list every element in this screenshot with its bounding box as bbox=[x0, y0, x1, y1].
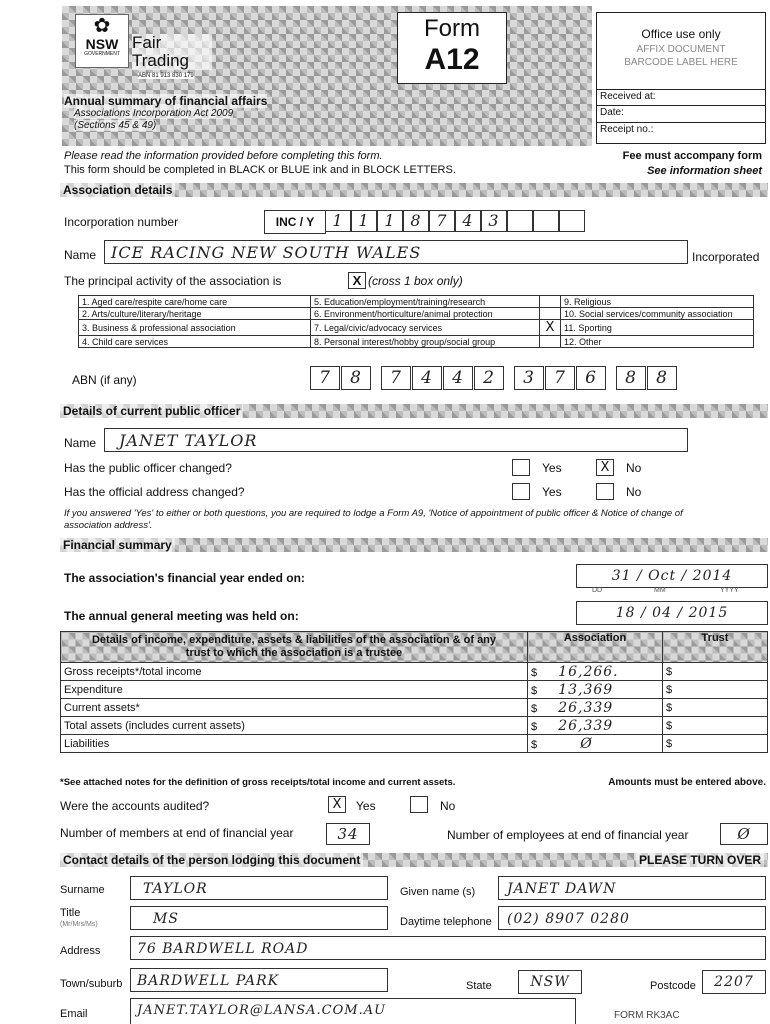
waratah-icon: ✿ bbox=[93, 15, 111, 37]
activity-row: 2. Arts/culture/literary/heritage 6. Environment/horticulture/animal protection 10. Social services/community association bbox=[79, 308, 754, 320]
name-label: Name bbox=[64, 248, 97, 262]
address-changed-no-checkbox[interactable] bbox=[596, 483, 614, 500]
section-public-officer: Details of current public officer bbox=[60, 404, 768, 418]
financial-header-row bbox=[61, 632, 768, 663]
financial-table bbox=[60, 631, 768, 753]
principal-activity-label: The principal activity of the association is bbox=[64, 274, 282, 288]
address-changed-yes-label: Yes bbox=[542, 485, 562, 499]
liabilities-association[interactable]: Ø bbox=[580, 735, 593, 752]
expenditure-association[interactable]: 13,369 bbox=[558, 681, 614, 698]
phone-label: Daytime telephone bbox=[400, 916, 492, 928]
activity-check-cell[interactable] bbox=[540, 296, 561, 308]
activity-check-cell[interactable] bbox=[540, 336, 561, 348]
act-name: Associations Incorporation Act 2009 bbox=[74, 108, 234, 119]
town-label: Town/suburb bbox=[60, 978, 123, 990]
form-reference: FORM RK3AC bbox=[614, 1010, 680, 1021]
financial-table-head: Details of income, expenditure, assets & liabilities of the association & of any trust to which the association is a trustee bbox=[61, 632, 528, 663]
title-hint: (Mr/Mrs/Ms) bbox=[60, 921, 98, 928]
audited-no-checkbox[interactable] bbox=[410, 796, 428, 813]
employees-label: Number of employees at end of financial year bbox=[447, 828, 689, 842]
address-changed-no-label: No bbox=[626, 485, 642, 499]
year-ended-field[interactable]: 31 / Oct / 2014 bbox=[576, 564, 768, 588]
officer-note: If you answered 'Yes' to either or both questions, you are required to lodge a Form A9, 'Notice of appointment of public officer & Notice of change of association address'. bbox=[64, 508, 683, 531]
given-name-field[interactable]: JANET DAWN bbox=[498, 876, 766, 900]
employees-field[interactable]: Ø bbox=[720, 823, 768, 845]
officer-changed-no-label: No bbox=[626, 461, 642, 475]
email-label: Email bbox=[60, 1008, 88, 1020]
activity-row: 3. Business & professional association 7. Legal/civic/advocacy services X 11. Sporting bbox=[79, 320, 754, 336]
postcode-label: Postcode bbox=[650, 980, 696, 992]
officer-changed-question: Has the public officer changed? bbox=[64, 461, 232, 475]
audited-question: Were the accounts audited? bbox=[60, 799, 210, 813]
officer-changed-yes-checkbox[interactable] bbox=[512, 459, 530, 476]
inc-prefix: INC / Y bbox=[264, 210, 326, 234]
section-contact-details: Contact details of the person lodging this document PLEASE TURN OVER bbox=[60, 853, 768, 867]
form-word: Form bbox=[424, 15, 480, 42]
surname-field[interactable]: TAYLOR bbox=[130, 876, 388, 900]
phone-field[interactable]: (02) 8907 0280 bbox=[498, 906, 766, 930]
association-name-field[interactable]: ICE RACING NEW SOUTH WALES bbox=[104, 240, 688, 264]
section-association-details: Association details bbox=[60, 183, 768, 197]
address-label: Address bbox=[60, 945, 101, 957]
cross-one-note: (cross 1 box only) bbox=[368, 274, 463, 288]
officer-name-label: Name bbox=[64, 436, 97, 450]
gross-receipts-association[interactable]: 16,266. bbox=[558, 663, 619, 680]
col-trust: Trust bbox=[663, 632, 768, 663]
financial-row-expenditure: Expenditure $ 13,369 $ bbox=[61, 681, 768, 699]
members-field[interactable]: 34 bbox=[326, 823, 370, 845]
incorporation-number-label: Incorporation number bbox=[64, 215, 179, 229]
incorporated-label: Incorporated bbox=[692, 250, 760, 264]
email-field[interactable]: JANET.TAYLOR@LANSA.COM.AU bbox=[130, 998, 576, 1024]
date-label: Date: bbox=[600, 107, 624, 118]
given-name-label: Given name (s) bbox=[400, 886, 476, 898]
title-field[interactable]: MS bbox=[130, 906, 388, 930]
activity-table bbox=[78, 295, 754, 348]
received-at-label: Received at: bbox=[600, 91, 656, 102]
turn-over-note: PLEASE TURN OVER bbox=[636, 853, 764, 867]
abn-label: ABN (if any) bbox=[72, 373, 137, 387]
intro-line-2: This form should be completed in BLACK or BLUE ink and in BLOCK LETTERS. bbox=[64, 164, 456, 176]
activity-check-cell[interactable] bbox=[540, 308, 561, 320]
fee-note: Fee must accompany form bbox=[622, 150, 762, 162]
address-changed-question: Has the official address changed? bbox=[64, 485, 245, 499]
members-label: Number of members at end of financial year bbox=[60, 826, 294, 840]
financial-row-gross-receipts: Gross receipts*/total income $ 16,266. $ bbox=[61, 663, 768, 681]
receipt-label: Receipt no.: bbox=[600, 124, 654, 135]
nsw-logo: ✿ NSW GOVERNMENT bbox=[75, 14, 129, 68]
form-number-box bbox=[397, 12, 507, 84]
officer-name-field[interactable]: JANET TAYLOR bbox=[104, 428, 688, 452]
agency-abn: ABN 81 913 830 179 bbox=[138, 73, 194, 79]
section-financial-summary: Financial summary bbox=[60, 538, 768, 552]
activity-row: 1. Aged care/respite care/home care 5. Education/employment/training/research 9. Religious bbox=[79, 296, 754, 308]
audited-no-label: No bbox=[440, 799, 456, 813]
address-field[interactable]: 76 BARDWELL ROAD bbox=[130, 936, 766, 960]
state-field[interactable]: NSW bbox=[518, 970, 582, 994]
year-ended-label: The association's financial year ended on: bbox=[64, 571, 305, 585]
title-label: Title bbox=[60, 907, 81, 919]
amounts-note: Amounts must be entered above. bbox=[608, 777, 766, 788]
office-use-box: Office use only AFFIX DOCUMENT BARCODE LABEL HERE Received at: Date: Receipt no.: bbox=[596, 12, 766, 144]
activity-key-box: X bbox=[348, 272, 366, 289]
activity-row: 4. Child care services 8. Personal interest/hobby group/social group 12. Other bbox=[79, 336, 754, 348]
town-field[interactable]: BARDWELL PARK bbox=[130, 968, 388, 992]
agency-name: Fair Trading bbox=[132, 34, 212, 70]
form-code: A12 bbox=[424, 43, 480, 76]
surname-label: Surname bbox=[60, 884, 105, 896]
intro-line-1: Please read the information provided before completing this form. bbox=[64, 150, 383, 162]
address-changed-yes-checkbox[interactable] bbox=[512, 483, 530, 500]
financial-footnote: *See attached notes for the definition of gross receipts/total income and current assets. bbox=[60, 777, 456, 788]
col-association: Association bbox=[528, 632, 663, 663]
officer-changed-no-checkbox[interactable]: X bbox=[596, 459, 614, 476]
act-sections: (Sections 45 & 49) bbox=[74, 120, 157, 131]
current-assets-association[interactable]: 26,339 bbox=[558, 699, 614, 716]
state-label: State bbox=[466, 980, 492, 992]
financial-row-liabilities: Liabilities $ Ø $ bbox=[61, 735, 768, 753]
total-assets-association[interactable]: 26,339 bbox=[558, 717, 614, 734]
see-info-note: See information sheet bbox=[647, 165, 762, 177]
agm-date-field[interactable]: 18 / 04 / 2015 bbox=[576, 601, 768, 625]
form-title: Annual summary of financial affairs bbox=[64, 94, 268, 108]
audited-yes-label: Yes bbox=[356, 799, 376, 813]
officer-changed-yes-label: Yes bbox=[542, 461, 562, 475]
financial-row-current-assets: Current assets* $ 26,339 $ bbox=[61, 699, 768, 717]
audited-yes-checkbox[interactable]: X bbox=[328, 796, 346, 813]
activity-check-sporting[interactable]: X bbox=[540, 320, 561, 336]
agm-label: The annual general meeting was held on: bbox=[64, 609, 299, 623]
postcode-field[interactable]: 2207 bbox=[702, 970, 766, 994]
financial-row-total-assets: Total assets (includes current assets) $ 26,339 $ bbox=[61, 717, 768, 735]
